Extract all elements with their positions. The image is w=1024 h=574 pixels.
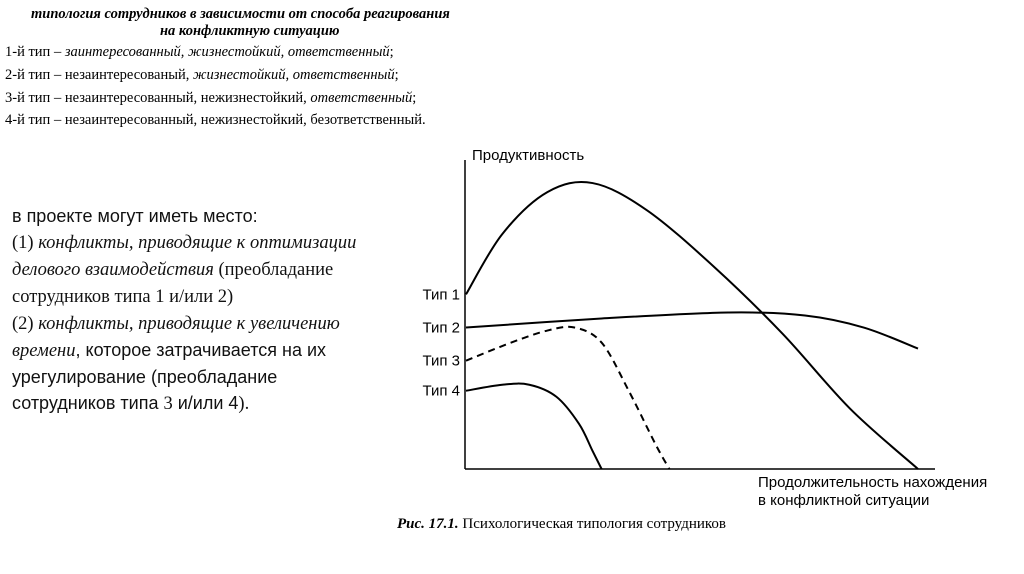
series-line-type-3 [466, 327, 669, 469]
figure-caption [397, 516, 726, 533]
caption-text: Психологическая типология сотрудников [458, 516, 727, 532]
type-4-description: 4-й тип – незаинтересованный, нежизнестойкий, безответственный. [5, 112, 426, 128]
x-axis-label-line1: Продолжительность нахождения [758, 474, 988, 491]
header-title-line2: на конфликтную ситуацию [160, 23, 340, 39]
project-conflicts-text: в проекте могут иметь место: (1) конфликты, приводящие к оптимизации делового взаимодействия (преобладание сотрудников типа 1 и/или 2) (2) конфликты, приводящие к увеличению времени, которое затрачивается на их урегулирование (преобладание сотрудников типа 3 и/или 4). [12, 206, 357, 414]
x-axis-label-line2: в конфликтной ситуации [758, 492, 930, 509]
series-group [422, 182, 918, 469]
y-axis-label: Продуктивность [472, 147, 585, 164]
series-line-type-4 [466, 384, 602, 469]
series-label-type-2: Тип 2 [422, 319, 460, 337]
header-title-line1: типология сотрудников в зависимости от способа реагирования [31, 6, 450, 22]
type-1-description: 1-й тип – заинтересованный, жизнестойкий, ответственный; [5, 44, 394, 60]
series-line-type-1 [466, 182, 918, 469]
series-label-type-3: Тип 3 [422, 352, 460, 370]
intro-text: в проекте могут иметь место: [12, 206, 258, 226]
series-label-type-4: Тип 4 [422, 382, 460, 400]
series-line-type-2 [466, 312, 918, 348]
type-2-description: 2-й тип – незаинтересованый, жизнестойкий, ответственный; [5, 67, 399, 83]
caption-label: Рис. 17.1. [397, 516, 459, 532]
item2-italic: конфликты, приводящие к увеличению времени [12, 314, 340, 361]
type-3-description: 3-й тип – незаинтересованный, нежизнестойкий, ответственный; [5, 90, 417, 106]
series-label-type-1: Тип 1 [422, 286, 460, 304]
item1-italic: конфликты, приводящие к оптимизации делового взаимодействия [12, 233, 357, 280]
